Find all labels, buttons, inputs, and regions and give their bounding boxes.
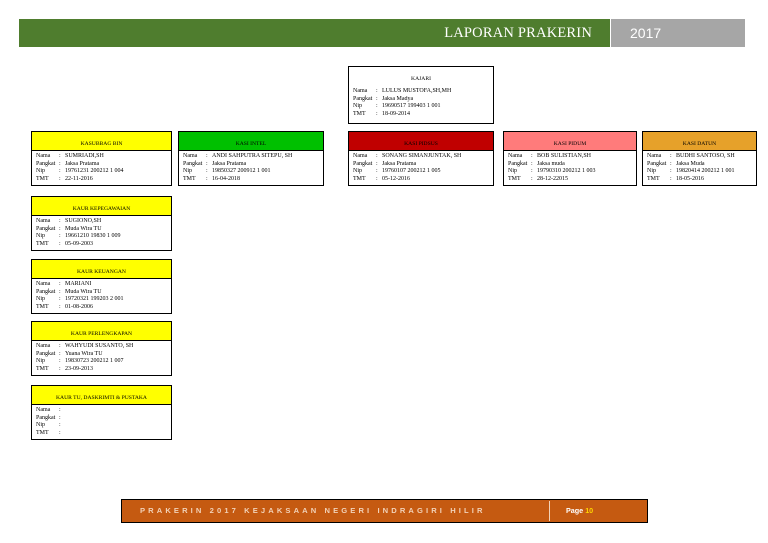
footer-divider [549, 501, 550, 521]
row-nama: Nama : SUMRIADI,SH [36, 153, 104, 159]
box-title: KASI PIDSUS [349, 132, 493, 151]
page-number: 10 [585, 506, 594, 515]
row-nama: Nama : WAHYUDI SUSANTO, SH [36, 343, 134, 349]
row-nama: Nama : BUDHI SANTOSO, SH [647, 153, 735, 159]
box-title: KAUR KEPEGAWAIAN [32, 197, 171, 216]
row-tmt: TMT : 01-08-2006 [36, 303, 93, 310]
row-tmt: TMT : 05-09-2003 [36, 240, 93, 247]
row-tmt: TMT : 16-04-2018 [183, 175, 240, 182]
header-bar [19, 19, 610, 47]
box-kasi-pidsus [348, 131, 494, 186]
box-kasi-intel [178, 131, 324, 186]
row-pangkat: Pangkat : Jaksa muda [508, 160, 565, 167]
box-title: KASI PIDUM [504, 132, 636, 151]
box-kasi-datun [642, 131, 757, 186]
page-footer [121, 499, 648, 523]
box-kaur-perlengkapan [31, 321, 172, 376]
kajari-box [348, 66, 494, 124]
box-title: KAUR TU, DASKRIMTI & PUSTAKA [32, 386, 171, 405]
row-pangkat: Pangkat : Yuana Wira TU [36, 350, 103, 357]
row-nama: Nama : BOB SULISTIAN,SH [508, 153, 592, 159]
row-tmt: TMT : 18-05-2016 [647, 175, 704, 182]
row-tmt: TMT : 23-09-2013 [36, 365, 93, 372]
row-pangkat: Pangkat : Muda Wira TU [36, 288, 102, 295]
row-pangkat: Pangkat : Jaksa Pratama [36, 160, 100, 167]
row-nip: Nip : 19830723 200212 1 007 [36, 358, 124, 365]
row-nama: Nama : SUGIONO,SH [36, 218, 102, 224]
row-tmt: TMT : 05-12-2016 [353, 175, 410, 182]
row-nama: Nama : MARIANI [36, 281, 92, 287]
footer-text: PRAKERIN 2017 KEJAKSAAN NEGERI INDRAGIRI HILIR [140, 506, 486, 515]
row-nip: Nip : 19850327 200912 1 001 [183, 168, 271, 175]
row-tmt: TMT : 22-11-2016 [36, 175, 93, 182]
row-nip: Nip : 19661210 19830 1 009 [36, 233, 121, 240]
box-kasi-pidum [503, 131, 637, 186]
report-title: LAPORAN PRAKERIN [444, 25, 592, 41]
page-indicator [566, 500, 593, 522]
box-kaur-keuangan [31, 259, 172, 314]
box-kaur-tu-daskrimti-pustaka [31, 385, 172, 440]
row-nip: Nip : [36, 422, 61, 429]
kajari-row-nip: Nip : 19690517 199403 1 001 [353, 103, 441, 110]
page-label: Page [566, 506, 584, 515]
box-kaur-kepegawaian [31, 196, 172, 251]
row-nama: Nama : ANDI SAHPUTRA SITEPU, SH [183, 153, 293, 159]
row-tmt: TMT : [36, 429, 61, 436]
box-title: KAUR PERLENGKAPAN [32, 322, 171, 341]
row-pangkat: Pangkat : [36, 414, 61, 421]
row-pangkat: Pangkat : Muda Wira TU [36, 225, 102, 232]
box-title: KASI INTEL [179, 132, 323, 151]
box-title: KAUR KEUANGAN [32, 260, 171, 279]
row-nip: Nip : 19820414 200212 1 001 [647, 168, 735, 175]
kajari-row-pangkat: Pangkat : Jaksa Madya [353, 95, 414, 102]
row-nama: Nama : [36, 407, 61, 413]
row-nama: Nama : SONANG SIMANJUNTAK, SH [353, 153, 462, 159]
row-nip: Nip : 19761231 200212 1 004 [36, 168, 124, 175]
row-pangkat: Pangkat : Jaksa Pratama [353, 160, 417, 167]
box-title: KASUBBAG BIN [32, 132, 171, 151]
header-year-bar [611, 19, 745, 47]
row-tmt: TMT : 28-12-22015 [508, 175, 568, 182]
box-kasubbag-bin [31, 131, 172, 186]
row-pangkat: Pangkat : Jaksa Muda [647, 160, 705, 167]
box-title: KASI DATUN [643, 132, 756, 151]
row-pangkat: Pangkat : Jaksa Pratama [183, 160, 247, 167]
row-nip: Nip : 19790310 200212 1 003 [508, 168, 596, 175]
kajari-row-tmt: TMT : 18-09-2014 [353, 110, 410, 117]
row-nip: Nip : 19720321 199203 2 001 [36, 296, 124, 303]
row-nip: Nip : 19760107 200212 1 005 [353, 168, 441, 175]
report-year: 2017 [630, 25, 662, 41]
kajari-row-nama: Nama : LULUS MUSTOFA,SH,MH [353, 88, 452, 94]
kajari-title: KAJARI [411, 76, 431, 82]
